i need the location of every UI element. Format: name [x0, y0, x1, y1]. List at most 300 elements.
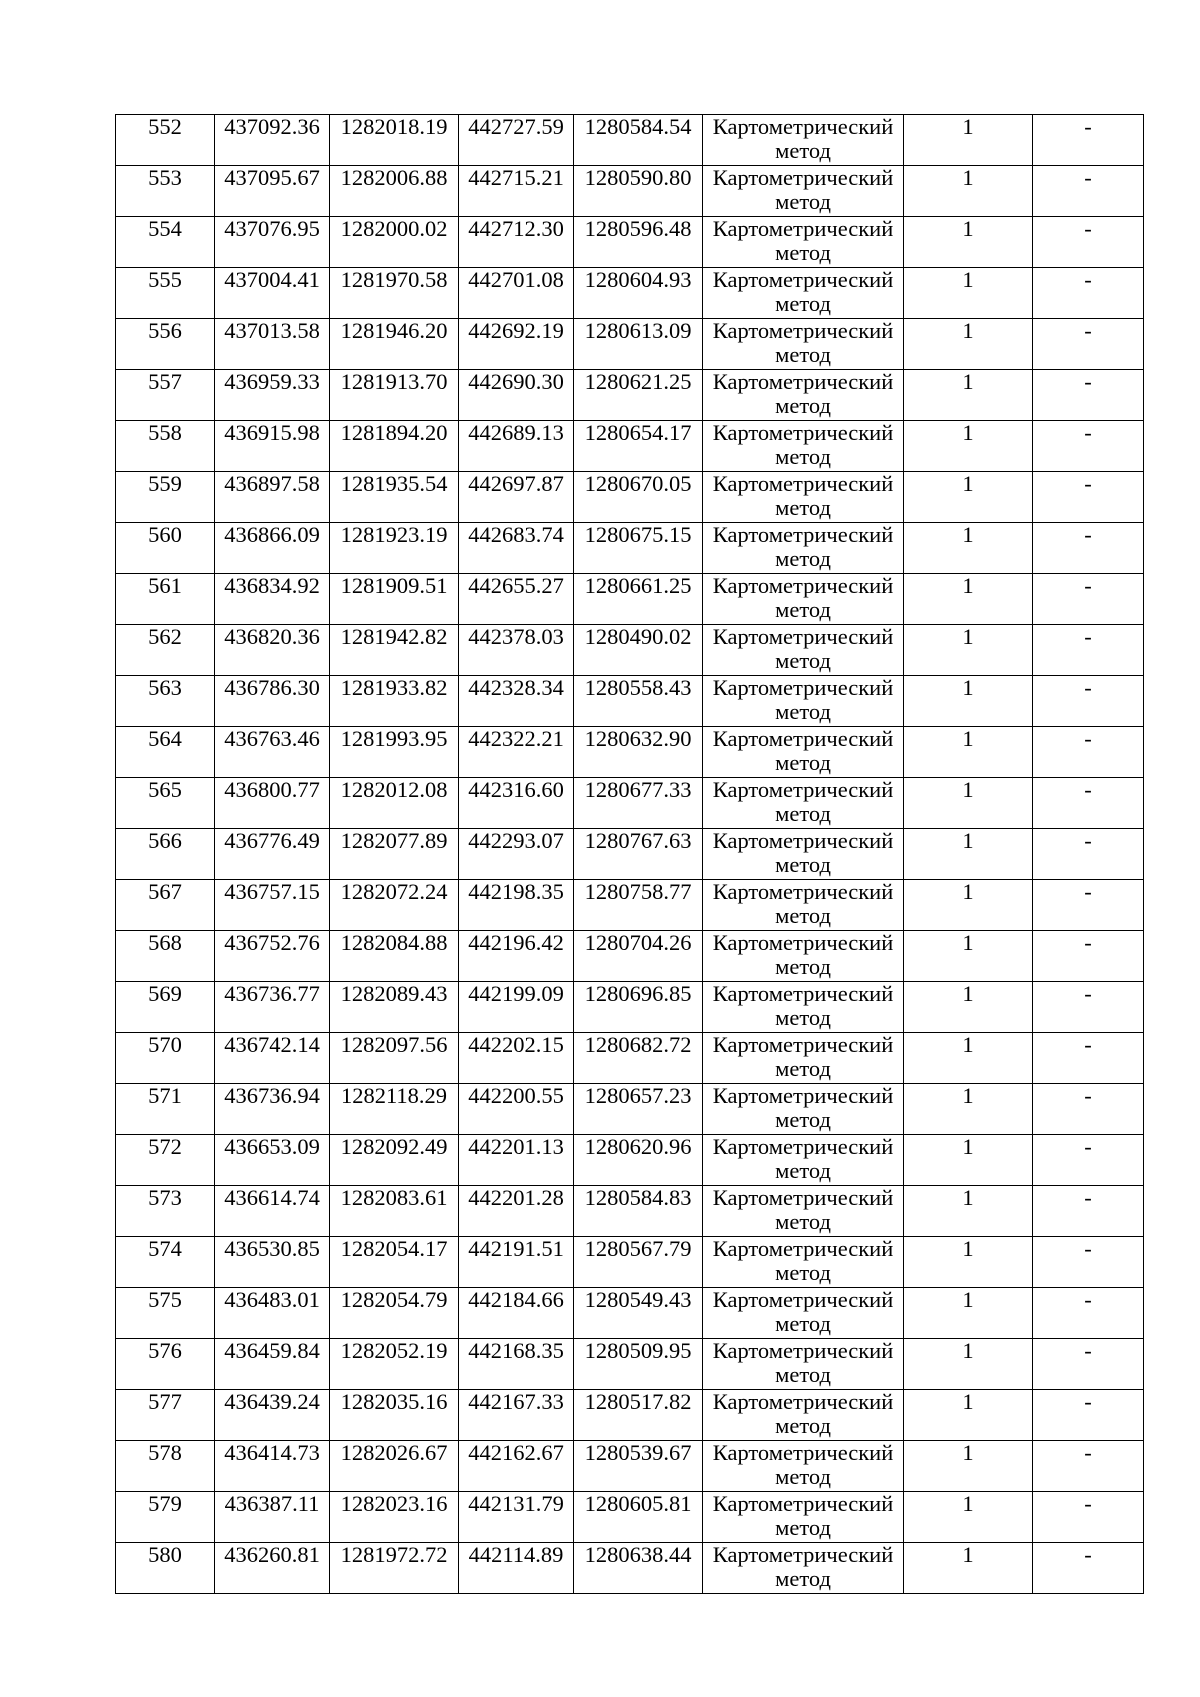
note-cell: - [1033, 931, 1144, 982]
accuracy-cell: 1 [904, 778, 1033, 829]
method-line-1: Картометрический [712, 216, 894, 241]
x-old-cell: 436959.33 [215, 370, 330, 421]
method-line-1: Картометрический [712, 1338, 894, 1363]
accuracy-cell: 1 [904, 1084, 1033, 1135]
y-old-cell: 1282118.29 [330, 1084, 459, 1135]
accuracy-cell: 1 [904, 676, 1033, 727]
y-new-cell: 1280590.80 [574, 166, 703, 217]
x-new-cell: 442715.21 [459, 166, 574, 217]
method-cell [703, 115, 904, 166]
method-line-1: Картометрический [712, 1389, 894, 1414]
y-old-cell: 1282026.67 [330, 1441, 459, 1492]
method-line-1: Картометрический [712, 471, 894, 496]
y-old-cell: 1282072.24 [330, 880, 459, 931]
note-cell: - [1033, 778, 1144, 829]
point-number-cell: 566 [116, 829, 215, 880]
note-cell: - [1033, 829, 1144, 880]
accuracy-cell: 1 [904, 472, 1033, 523]
y-new-cell: 1280490.02 [574, 625, 703, 676]
method-line-1: Картометрический [712, 726, 894, 751]
method-line-2: метод [775, 546, 831, 571]
y-old-cell: 1282035.16 [330, 1390, 459, 1441]
point-number-cell: 558 [116, 421, 215, 472]
x-old-cell: 436387.11 [215, 1492, 330, 1543]
table-row [116, 1441, 1144, 1492]
accuracy-cell: 1 [904, 115, 1033, 166]
y-old-cell: 1281972.72 [330, 1543, 459, 1594]
table-row [116, 727, 1144, 778]
method-line-1: Картометрический [712, 522, 894, 547]
method-line-1: Картометрический [712, 1287, 894, 1312]
point-number-cell: 559 [116, 472, 215, 523]
x-old-cell: 436786.30 [215, 676, 330, 727]
table-row [116, 1033, 1144, 1084]
y-old-cell: 1282097.56 [330, 1033, 459, 1084]
x-new-cell: 442196.42 [459, 931, 574, 982]
table-row [116, 1084, 1144, 1135]
point-number-cell: 575 [116, 1288, 215, 1339]
point-number-cell: 579 [116, 1492, 215, 1543]
x-old-cell: 436614.74 [215, 1186, 330, 1237]
x-old-cell: 436820.36 [215, 625, 330, 676]
note-cell: - [1033, 1237, 1144, 1288]
table-row [116, 574, 1144, 625]
y-new-cell: 1280584.54 [574, 115, 703, 166]
method-cell [703, 727, 904, 778]
x-old-cell: 436763.46 [215, 727, 330, 778]
table-row [116, 880, 1144, 931]
method-cell [703, 574, 904, 625]
method-cell [703, 676, 904, 727]
x-old-cell: 436834.92 [215, 574, 330, 625]
point-number-cell: 564 [116, 727, 215, 778]
y-new-cell: 1280509.95 [574, 1339, 703, 1390]
accuracy-cell: 1 [904, 523, 1033, 574]
method-line-2: метод [775, 801, 831, 826]
note-cell: - [1033, 625, 1144, 676]
table-row [116, 1135, 1144, 1186]
x-old-cell: 436742.14 [215, 1033, 330, 1084]
x-new-cell: 442692.19 [459, 319, 574, 370]
point-number-cell: 553 [116, 166, 215, 217]
x-old-cell: 436653.09 [215, 1135, 330, 1186]
y-new-cell: 1280654.17 [574, 421, 703, 472]
x-new-cell: 442198.35 [459, 880, 574, 931]
x-new-cell: 442689.13 [459, 421, 574, 472]
y-new-cell: 1280604.93 [574, 268, 703, 319]
x-new-cell: 442201.28 [459, 1186, 574, 1237]
method-line-2: метод [775, 750, 831, 775]
accuracy-cell: 1 [904, 166, 1033, 217]
method-cell [703, 421, 904, 472]
note-cell: - [1033, 166, 1144, 217]
x-old-cell: 436530.85 [215, 1237, 330, 1288]
y-new-cell: 1280632.90 [574, 727, 703, 778]
x-new-cell: 442690.30 [459, 370, 574, 421]
accuracy-cell: 1 [904, 1237, 1033, 1288]
point-number-cell: 563 [116, 676, 215, 727]
y-new-cell: 1280558.43 [574, 676, 703, 727]
method-line-2: метод [775, 1515, 831, 1540]
x-new-cell: 442293.07 [459, 829, 574, 880]
method-line-2: метод [775, 189, 831, 214]
x-old-cell: 436752.76 [215, 931, 330, 982]
y-old-cell: 1282054.79 [330, 1288, 459, 1339]
table-row [116, 676, 1144, 727]
note-cell: - [1033, 1441, 1144, 1492]
point-number-cell: 573 [116, 1186, 215, 1237]
y-old-cell: 1281894.20 [330, 421, 459, 472]
x-new-cell: 442683.74 [459, 523, 574, 574]
note-cell: - [1033, 574, 1144, 625]
method-cell [703, 1084, 904, 1135]
method-line-2: метод [775, 1464, 831, 1489]
y-new-cell: 1280638.44 [574, 1543, 703, 1594]
method-line-2: метод [775, 291, 831, 316]
x-new-cell: 442202.15 [459, 1033, 574, 1084]
x-new-cell: 442727.59 [459, 115, 574, 166]
method-line-2: метод [775, 393, 831, 418]
x-new-cell: 442168.35 [459, 1339, 574, 1390]
method-cell [703, 523, 904, 574]
accuracy-cell: 1 [904, 1441, 1033, 1492]
x-new-cell: 442316.60 [459, 778, 574, 829]
x-new-cell: 442328.34 [459, 676, 574, 727]
method-line-2: метод [775, 852, 831, 877]
accuracy-cell: 1 [904, 319, 1033, 370]
note-cell: - [1033, 880, 1144, 931]
accuracy-cell: 1 [904, 268, 1033, 319]
x-new-cell: 442184.66 [459, 1288, 574, 1339]
method-line-1: Картометрический [712, 1083, 894, 1108]
y-new-cell: 1280621.25 [574, 370, 703, 421]
y-old-cell: 1281909.51 [330, 574, 459, 625]
method-line-1: Картометрический [712, 573, 894, 598]
y-new-cell: 1280567.79 [574, 1237, 703, 1288]
accuracy-cell: 1 [904, 370, 1033, 421]
point-number-cell: 577 [116, 1390, 215, 1441]
method-line-1: Картометрический [712, 1440, 894, 1465]
table-row [116, 829, 1144, 880]
table-row [116, 1543, 1144, 1594]
y-old-cell: 1282084.88 [330, 931, 459, 982]
y-old-cell: 1282000.02 [330, 217, 459, 268]
method-line-1: Картометрический [712, 1032, 894, 1057]
point-number-cell: 555 [116, 268, 215, 319]
point-number-cell: 569 [116, 982, 215, 1033]
method-line-2: метод [775, 1158, 831, 1183]
note-cell: - [1033, 1135, 1144, 1186]
method-cell [703, 931, 904, 982]
note-cell: - [1033, 676, 1144, 727]
method-cell [703, 370, 904, 421]
method-line-2: метод [775, 648, 831, 673]
method-cell [703, 472, 904, 523]
accuracy-cell: 1 [904, 1033, 1033, 1084]
x-old-cell: 436866.09 [215, 523, 330, 574]
note-cell: - [1033, 1288, 1144, 1339]
table-row [116, 1390, 1144, 1441]
method-cell [703, 268, 904, 319]
x-new-cell: 442712.30 [459, 217, 574, 268]
table-row [116, 1339, 1144, 1390]
method-line-1: Картометрический [712, 828, 894, 853]
point-number-cell: 574 [116, 1237, 215, 1288]
y-old-cell: 1282092.49 [330, 1135, 459, 1186]
x-new-cell: 442199.09 [459, 982, 574, 1033]
note-cell: - [1033, 1186, 1144, 1237]
y-new-cell: 1280661.25 [574, 574, 703, 625]
note-cell: - [1033, 370, 1144, 421]
y-old-cell: 1282054.17 [330, 1237, 459, 1288]
point-number-cell: 560 [116, 523, 215, 574]
method-cell [703, 1033, 904, 1084]
method-line-2: метод [775, 699, 831, 724]
method-cell [703, 1441, 904, 1492]
y-new-cell: 1280696.85 [574, 982, 703, 1033]
y-new-cell: 1280596.48 [574, 217, 703, 268]
table-row [116, 1237, 1144, 1288]
y-old-cell: 1281935.54 [330, 472, 459, 523]
method-line-2: метод [775, 1107, 831, 1132]
accuracy-cell: 1 [904, 421, 1033, 472]
method-line-1: Картометрический [712, 267, 894, 292]
method-line-2: метод [775, 240, 831, 265]
method-line-1: Картометрический [712, 1134, 894, 1159]
note-cell: - [1033, 1084, 1144, 1135]
point-number-cell: 557 [116, 370, 215, 421]
note-cell: - [1033, 421, 1144, 472]
table-row [116, 1186, 1144, 1237]
method-cell [703, 829, 904, 880]
table-row [116, 166, 1144, 217]
point-number-cell: 561 [116, 574, 215, 625]
table-row [116, 625, 1144, 676]
method-line-1: Картометрический [712, 777, 894, 802]
table-row [116, 217, 1144, 268]
method-line-1: Картометрический [712, 1542, 894, 1567]
note-cell: - [1033, 1390, 1144, 1441]
table-row [116, 778, 1144, 829]
accuracy-cell: 1 [904, 1135, 1033, 1186]
method-cell [703, 1135, 904, 1186]
x-new-cell: 442162.67 [459, 1441, 574, 1492]
y-old-cell: 1281942.82 [330, 625, 459, 676]
y-new-cell: 1280517.82 [574, 1390, 703, 1441]
table-row [116, 115, 1144, 166]
point-number-cell: 552 [116, 115, 215, 166]
method-line-2: метод [775, 597, 831, 622]
y-new-cell: 1280657.23 [574, 1084, 703, 1135]
x-old-cell: 437013.58 [215, 319, 330, 370]
x-new-cell: 442378.03 [459, 625, 574, 676]
table-row [116, 472, 1144, 523]
x-new-cell: 442191.51 [459, 1237, 574, 1288]
method-line-2: метод [775, 903, 831, 928]
x-old-cell: 436459.84 [215, 1339, 330, 1390]
point-number-cell: 580 [116, 1543, 215, 1594]
method-line-1: Картометрический [712, 369, 894, 394]
x-old-cell: 436483.01 [215, 1288, 330, 1339]
accuracy-cell: 1 [904, 625, 1033, 676]
method-cell [703, 1543, 904, 1594]
x-old-cell: 437076.95 [215, 217, 330, 268]
method-line-1: Картометрический [712, 981, 894, 1006]
x-new-cell: 442701.08 [459, 268, 574, 319]
table-row [116, 523, 1144, 574]
point-number-cell: 578 [116, 1441, 215, 1492]
table-row [116, 319, 1144, 370]
point-number-cell: 556 [116, 319, 215, 370]
accuracy-cell: 1 [904, 727, 1033, 778]
accuracy-cell: 1 [904, 1288, 1033, 1339]
point-number-cell: 568 [116, 931, 215, 982]
x-old-cell: 436757.15 [215, 880, 330, 931]
x-old-cell: 436800.77 [215, 778, 330, 829]
y-old-cell: 1282006.88 [330, 166, 459, 217]
method-cell [703, 1288, 904, 1339]
note-cell: - [1033, 217, 1144, 268]
y-new-cell: 1280767.63 [574, 829, 703, 880]
y-new-cell: 1280539.67 [574, 1441, 703, 1492]
x-old-cell: 437095.67 [215, 166, 330, 217]
x-old-cell: 436736.94 [215, 1084, 330, 1135]
x-old-cell: 437004.41 [215, 268, 330, 319]
method-line-2: метод [775, 1260, 831, 1285]
method-line-1: Картометрический [712, 624, 894, 649]
method-line-2: метод [775, 1413, 831, 1438]
x-old-cell: 436414.73 [215, 1441, 330, 1492]
y-old-cell: 1281993.95 [330, 727, 459, 778]
x-old-cell: 436439.24 [215, 1390, 330, 1441]
y-old-cell: 1281913.70 [330, 370, 459, 421]
note-cell: - [1033, 268, 1144, 319]
method-line-2: метод [775, 1056, 831, 1081]
method-cell [703, 1237, 904, 1288]
table-row [116, 1492, 1144, 1543]
method-cell [703, 1492, 904, 1543]
y-old-cell: 1281970.58 [330, 268, 459, 319]
method-cell [703, 1390, 904, 1441]
note-cell: - [1033, 319, 1144, 370]
y-new-cell: 1280677.33 [574, 778, 703, 829]
y-new-cell: 1280605.81 [574, 1492, 703, 1543]
method-cell [703, 319, 904, 370]
method-line-2: метод [775, 1311, 831, 1336]
method-cell [703, 778, 904, 829]
x-new-cell: 442655.27 [459, 574, 574, 625]
y-old-cell: 1282012.08 [330, 778, 459, 829]
method-cell [703, 166, 904, 217]
y-new-cell: 1280670.05 [574, 472, 703, 523]
accuracy-cell: 1 [904, 1492, 1033, 1543]
table-row [116, 1288, 1144, 1339]
method-line-1: Картометрический [712, 165, 894, 190]
x-new-cell: 442114.89 [459, 1543, 574, 1594]
accuracy-cell: 1 [904, 217, 1033, 268]
point-number-cell: 576 [116, 1339, 215, 1390]
y-new-cell: 1280620.96 [574, 1135, 703, 1186]
note-cell: - [1033, 982, 1144, 1033]
x-old-cell: 437092.36 [215, 115, 330, 166]
method-cell [703, 1339, 904, 1390]
coordinates-table [115, 114, 1144, 1594]
x-old-cell: 436915.98 [215, 421, 330, 472]
accuracy-cell: 1 [904, 880, 1033, 931]
accuracy-cell: 1 [904, 931, 1033, 982]
table-row [116, 982, 1144, 1033]
x-old-cell: 436260.81 [215, 1543, 330, 1594]
accuracy-cell: 1 [904, 1390, 1033, 1441]
table-row [116, 931, 1144, 982]
x-old-cell: 436736.77 [215, 982, 330, 1033]
y-old-cell: 1282077.89 [330, 829, 459, 880]
point-number-cell: 570 [116, 1033, 215, 1084]
accuracy-cell: 1 [904, 1543, 1033, 1594]
y-new-cell: 1280675.15 [574, 523, 703, 574]
note-cell: - [1033, 727, 1144, 778]
method-line-1: Картометрический [712, 930, 894, 955]
y-new-cell: 1280584.83 [574, 1186, 703, 1237]
x-new-cell: 442697.87 [459, 472, 574, 523]
method-line-2: метод [775, 342, 831, 367]
accuracy-cell: 1 [904, 1339, 1033, 1390]
method-line-1: Картометрический [712, 1491, 894, 1516]
method-cell [703, 625, 904, 676]
method-line-2: метод [775, 954, 831, 979]
method-line-2: метод [775, 1362, 831, 1387]
note-cell: - [1033, 472, 1144, 523]
x-new-cell: 442200.55 [459, 1084, 574, 1135]
x-new-cell: 442322.21 [459, 727, 574, 778]
note-cell: - [1033, 523, 1144, 574]
y-new-cell: 1280682.72 [574, 1033, 703, 1084]
y-old-cell: 1282083.61 [330, 1186, 459, 1237]
point-number-cell: 572 [116, 1135, 215, 1186]
table-row [116, 421, 1144, 472]
x-new-cell: 442131.79 [459, 1492, 574, 1543]
method-line-1: Картометрический [712, 114, 894, 139]
method-line-1: Картометрический [712, 318, 894, 343]
point-number-cell: 554 [116, 217, 215, 268]
note-cell: - [1033, 1339, 1144, 1390]
x-old-cell: 436897.58 [215, 472, 330, 523]
method-line-2: метод [775, 444, 831, 469]
y-new-cell: 1280704.26 [574, 931, 703, 982]
method-line-1: Картометрический [712, 1185, 894, 1210]
y-old-cell: 1281946.20 [330, 319, 459, 370]
point-number-cell: 567 [116, 880, 215, 931]
y-old-cell: 1282023.16 [330, 1492, 459, 1543]
method-line-1: Картометрический [712, 879, 894, 904]
x-old-cell: 436776.49 [215, 829, 330, 880]
method-line-2: метод [775, 138, 831, 163]
note-cell: - [1033, 1543, 1144, 1594]
method-cell [703, 880, 904, 931]
method-cell [703, 217, 904, 268]
method-line-1: Картометрический [712, 675, 894, 700]
accuracy-cell: 1 [904, 574, 1033, 625]
y-old-cell: 1282089.43 [330, 982, 459, 1033]
method-line-2: метод [775, 1209, 831, 1234]
method-cell [703, 982, 904, 1033]
y-old-cell: 1282052.19 [330, 1339, 459, 1390]
method-line-2: метод [775, 495, 831, 520]
accuracy-cell: 1 [904, 982, 1033, 1033]
y-old-cell: 1281923.19 [330, 523, 459, 574]
method-line-1: Картометрический [712, 420, 894, 445]
note-cell: - [1033, 1492, 1144, 1543]
